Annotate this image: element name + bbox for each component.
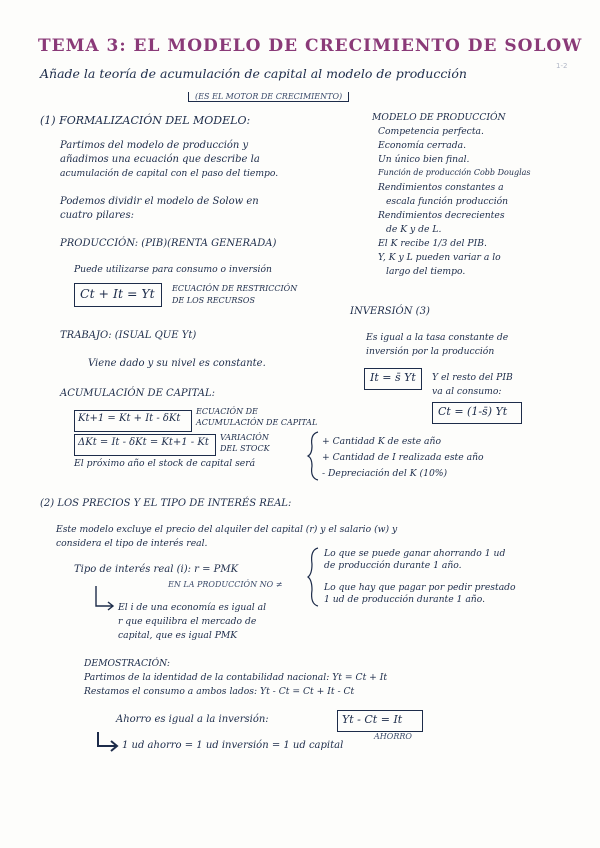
tipo-right3: Lo que hay que pagar por pedir prestado <box>324 582 516 593</box>
modelo-box-heading: MODELO DE PRODUCCIÓN <box>372 112 506 123</box>
inversion-text2: inversión por la producción <box>366 346 495 357</box>
produccion-text: Puede utilizarse para consumo o inversión <box>74 264 272 275</box>
tipo-right1: Lo que se puede ganar ahorrando 1 ud <box>324 548 506 559</box>
trabajo-text: Viene dado y su nivel es constante. <box>88 358 266 369</box>
modelo-item6: escala función producción <box>386 196 509 207</box>
tipo-right2: de producción durante 1 año. <box>324 560 462 571</box>
section1-p1-line2: añadimos una ecuación que describe la <box>60 154 260 165</box>
section2-p1-line2: considera el tipo de interés real. <box>56 538 208 549</box>
acumulacion-brace-icon <box>306 430 320 482</box>
page-number: 1-2 <box>556 62 568 70</box>
acumulacion-label: ACUMULACIÓN DE CAPITAL: <box>60 388 215 399</box>
produccion-eq-note2: DE LOS RECURSOS <box>172 296 255 305</box>
acumulacion-eq2: ΔKt = It - δKt = Kt+1 - Kt <box>78 437 209 448</box>
demo-eq-note: AHORRO <box>374 732 412 741</box>
section1-p2-line2: cuatro pilares: <box>60 210 134 221</box>
section1-p1-line1: Partimos del modelo de producción y <box>60 140 249 151</box>
acumulacion-eq1: Kt+1 = Kt + It - δKt <box>78 413 181 424</box>
modelo-item4: Función de producción Cobb Douglas <box>378 168 531 177</box>
produccion-eq: Ct + It = Yt <box>80 286 155 301</box>
tipo-interes: Tipo de interés real (i): r = PMK <box>74 564 239 575</box>
section1-p2-line1: Podemos dividir el modelo de Solow en <box>60 196 259 207</box>
modelo-item1: Competencia perfecta. <box>378 126 484 137</box>
section1-heading: (1) FORMALIZACIÓN DEL MODELO: <box>40 114 251 127</box>
inversion-eq2: Ct = (1-s̄) Yt <box>438 405 508 418</box>
demo-label: DEMOSTRACIÓN: <box>84 658 170 669</box>
demo-eq: Yt - Ct = It <box>342 713 403 726</box>
modelo-item10: Y, K y L pueden variar a lo <box>378 252 501 263</box>
demo-line1: Partimos de la identidad de la contabilidad nacional: Yt = Ct + It <box>84 672 388 683</box>
modelo-item5: Rendimientos constantes a <box>378 182 504 193</box>
intro-note: (ES EL MOTOR DE CRECIMIENTO) <box>188 92 349 102</box>
modelo-item8: de K y de L. <box>386 224 442 235</box>
inversion-label: INVERSIÓN (3) <box>350 306 430 317</box>
acumulacion-text: El próximo año el stock de capital será <box>74 458 256 469</box>
acumulacion-eq2-note1: VARIACIÓN <box>220 433 269 442</box>
inversion-side1: Y el resto del PIB <box>432 372 513 383</box>
conclusion-line3: capital, que es igual PMK <box>118 630 238 641</box>
demo-line3: Ahorro es igual a la inversión: <box>116 714 269 725</box>
acumulacion-eq1-note2: ACUMULACIÓN DE CAPITAL <box>196 418 318 427</box>
conclusion-arrow-icon <box>92 586 116 616</box>
demo-arrow-icon <box>94 732 120 754</box>
demo-line2: Restamos el consumo a ambos lados: Yt - Ct = Ct + It - Ct <box>84 686 355 697</box>
conclusion-line1: El i de una economía es igual al <box>118 602 267 613</box>
intro-line: Añade la teoría de acumulación de capital al modelo de producción <box>40 66 467 81</box>
page-title: TEMA 3: EL MODELO DE CRECIMIENTO DE SOLOW <box>38 36 583 56</box>
tipo-right4: 1 ud de producción durante 1 año. <box>324 594 486 605</box>
produccion-label: PRODUCCIÓN: (PIB)(RENTA GENERADA) <box>60 238 277 249</box>
modelo-item11: largo del tiempo. <box>386 266 466 277</box>
acumulacion-eq1-note1: ECUACIÓN DE <box>196 407 258 416</box>
modelo-item7: Rendimientos decrecientes <box>378 210 505 221</box>
section2-p1-line1: Este modelo excluye el precio del alquiler del capital (r) y el salario (w) y <box>56 524 398 535</box>
demo-line4: 1 ud ahorro = 1 ud inversión = 1 ud capital <box>122 740 344 751</box>
modelo-item2: Economía cerrada. <box>378 140 467 151</box>
modelo-item3: Un único bien final. <box>378 154 470 165</box>
inversion-eq: It = s̄ Yt <box>370 371 416 384</box>
trabajo-label: TRABAJO: (ISUAL QUE Yt) <box>60 330 197 341</box>
section2-heading: (2) LOS PRECIOS Y EL TIPO DE INTERÉS REAL: <box>40 498 292 509</box>
modelo-item9: El K recibe 1/3 del PIB. <box>378 238 487 249</box>
acumulacion-item2: + Cantidad de I realizada este año <box>322 452 484 463</box>
tipo-brace-icon <box>306 546 320 608</box>
inversion-side2: va al consumo: <box>432 386 502 397</box>
acumulacion-item3: - Depreciación del K (10%) <box>322 468 448 479</box>
acumulacion-eq2-note2: DEL STOCK <box>220 444 270 453</box>
tipo-interes-note: EN LA PRODUCCIÓN NO ≠ <box>168 580 283 589</box>
conclusion-line2: r que equilibra el mercado de <box>118 616 257 627</box>
produccion-eq-note1: ECUACIÓN DE RESTRICCIÓN <box>172 284 298 293</box>
inversion-text1: Es igual a la tasa constante de <box>366 332 509 343</box>
section1-p1-line3: acumulación de capital con el paso del tiempo. <box>60 168 279 179</box>
acumulacion-item1: + Cantidad K de este año <box>322 436 441 447</box>
